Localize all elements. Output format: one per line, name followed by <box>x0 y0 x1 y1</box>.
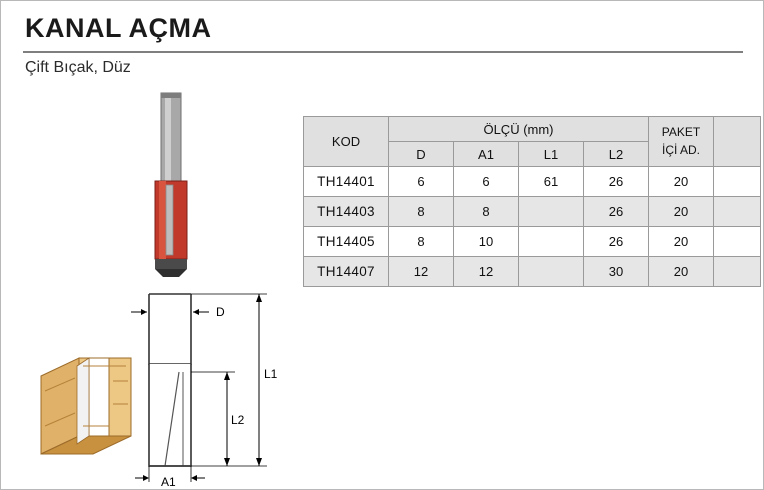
column-header-olcu: ÖLÇÜ (mm) <box>389 117 649 142</box>
cell-kod: TH14403 <box>304 197 389 227</box>
cell-l2: 26 <box>584 197 649 227</box>
bit-outline-drawing <box>149 294 191 466</box>
spec-table-container <box>303 116 761 287</box>
cell-l1 <box>519 257 584 287</box>
cell-d: 8 <box>389 227 454 257</box>
cell-l1 <box>519 227 584 257</box>
cell-tail <box>714 197 761 227</box>
cell-l2: 26 <box>584 167 649 197</box>
spec-table <box>303 116 761 287</box>
cell-a1: 8 <box>454 197 519 227</box>
cell-paket: 20 <box>649 197 714 227</box>
cell-tail <box>714 257 761 287</box>
title-divider <box>23 51 743 53</box>
column-header-l2: L2 <box>584 142 649 167</box>
cell-d: 6 <box>389 167 454 197</box>
wood-block-illustration <box>41 358 131 454</box>
dimension-l2-label: L2 <box>231 413 245 427</box>
cell-l2: 30 <box>584 257 649 287</box>
column-header-empty <box>714 117 761 167</box>
cell-l1: 61 <box>519 167 584 197</box>
dimension-l1 <box>191 294 278 466</box>
dimension-a1 <box>135 466 205 486</box>
cell-d: 12 <box>389 257 454 287</box>
page-subtitle: Çift Bıçak, Düz <box>25 59 131 76</box>
cell-a1: 12 <box>454 257 519 287</box>
cell-tail <box>714 227 761 257</box>
page-title: KANAL AÇMA <box>25 13 212 43</box>
column-header-paket-line1: PAKET <box>661 125 701 140</box>
column-header-d: D <box>389 142 454 167</box>
cell-l1 <box>519 197 584 227</box>
column-header-kod: KOD <box>304 117 389 167</box>
column-header-a1: A1 <box>454 142 519 167</box>
cell-a1: 6 <box>454 167 519 197</box>
column-header-l1: L1 <box>519 142 584 167</box>
dimension-d-label: D <box>216 305 225 319</box>
router-bit-photo <box>141 89 201 279</box>
cell-paket: 20 <box>649 257 714 287</box>
cell-kod: TH14401 <box>304 167 389 197</box>
dimension-l1-label: L1 <box>264 367 278 381</box>
cell-d: 8 <box>389 197 454 227</box>
column-header-paket-line2: İÇİ AD. <box>661 142 700 157</box>
table-row <box>304 257 761 287</box>
dimension-l2 <box>191 372 245 466</box>
cell-tail <box>714 167 761 197</box>
cell-kod: TH14407 <box>304 257 389 287</box>
cell-a1: 10 <box>454 227 519 257</box>
table-row <box>304 227 761 257</box>
table-row <box>304 167 761 197</box>
table-row <box>304 197 761 227</box>
cell-paket: 20 <box>649 227 714 257</box>
cell-l2: 26 <box>584 227 649 257</box>
cell-paket: 20 <box>649 167 714 197</box>
dimension-a1-label: A1 <box>161 475 176 486</box>
column-header-paket <box>649 117 714 167</box>
technical-drawing <box>31 286 291 486</box>
cell-kod: TH14405 <box>304 227 389 257</box>
